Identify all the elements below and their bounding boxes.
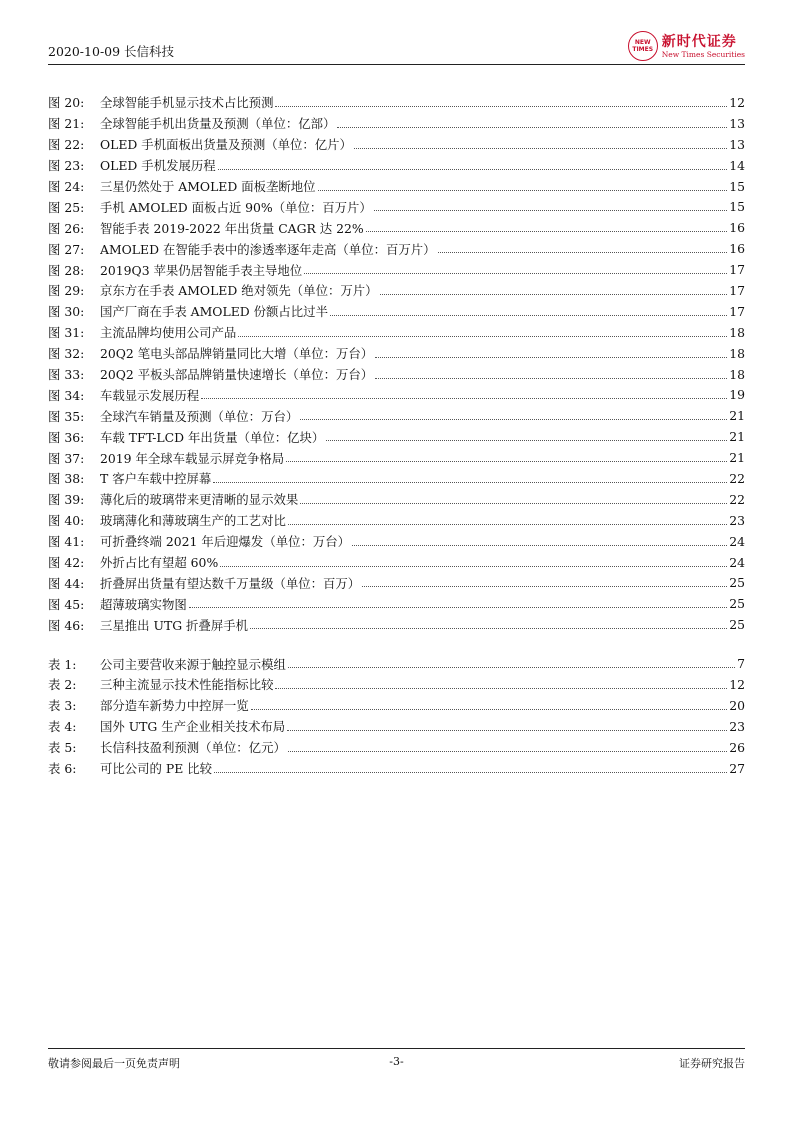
entry-title: 长信科技盈利预测（单位：亿元） [100,740,286,756]
toc-entry[interactable] [48,737,745,758]
entry-label: 图 35: [48,408,85,424]
toc-entry[interactable] [48,716,745,737]
entry-page-number: 18 [729,324,745,340]
figure-list [48,92,745,635]
dot-leader [366,231,728,232]
entry-label: 图 44: [48,575,85,591]
logo-chinese-name: 新时代证券 [661,33,737,50]
entry-title: OLED 手机面板出货量及预测（单位：亿片） [100,137,352,153]
disclaimer-note: 敬请参阅最后一页免责声明 [48,1057,180,1070]
dot-leader [288,524,727,525]
entry-label: 图 24: [48,179,85,194]
entry-title: 国产厂商在手表 AMOLED 份额占比过半 [100,304,328,320]
entry-page-number: 27 [729,760,745,776]
toc-entry[interactable] [48,217,745,238]
entry-label: 图 30: [48,304,85,320]
entry-title: 玻璃薄化和薄玻璃生产的工艺对比 [100,513,286,529]
dot-leader [337,127,727,128]
dot-leader [213,482,727,483]
entry-label: 表 6: [48,761,77,777]
entry-title: 20Q2 平板头部品牌销量快速增长（单位：万台） [100,367,374,383]
toc-entry[interactable] [48,92,745,113]
entry-page-number: 16 [729,220,745,236]
entry-label: 表 1: [48,656,77,672]
entry-title: 智能手表 2019-2022 年出货量 CAGR 达 22% [100,220,364,236]
entry-title: 折叠屏出货量有望达数千万量级（单位：百万） [100,575,361,591]
dot-leader [218,169,728,170]
entry-label: 图 42: [48,555,85,571]
toc-entry[interactable] [48,426,745,447]
toc-entry[interactable] [48,552,745,573]
entry-title: 三星仍然处于 AMOLED 面板垄断地位 [100,179,316,194]
entry-label: 图 38: [48,471,85,487]
dot-leader [318,190,728,191]
entry-page-number: 18 [729,366,745,382]
entry-title: 国外 UTG 生产企业相关技术布局 [100,719,286,735]
toc-entry[interactable] [48,695,745,716]
page-number: -3- [389,1055,404,1068]
entry-title: 手机 AMOLED 面板占近 90%（单位：百万片） [100,199,372,215]
entry-page-number: 24 [729,554,745,570]
report-type: 证券研究报告 [679,1057,745,1070]
entry-page-number: 12 [729,94,745,110]
entry-title: 车载显示发展历程 [100,387,200,403]
toc-entry[interactable] [48,468,745,489]
dot-leader [304,273,727,274]
toc-entry[interactable] [48,176,745,197]
dot-leader [220,566,727,567]
entry-page-number: 13 [729,136,745,152]
toc-entry[interactable] [48,531,745,552]
page-footer [48,1048,745,1075]
entry-label: 表 5: [48,740,77,756]
dot-leader [438,252,728,253]
entry-page-number: 18 [729,345,745,361]
toc-entry[interactable] [48,280,745,301]
entry-label: 图 41: [48,534,85,550]
toc-entry[interactable] [48,489,745,510]
toc-entry[interactable] [48,322,745,343]
toc-entry[interactable] [48,259,745,280]
entry-title: 部分造车新势力中控屏一览 [100,698,249,714]
entry-title: 超薄玻璃实物图 [100,596,187,612]
entry-page-number: 21 [729,408,745,424]
entry-title: 全球智能手机出货量及预测（单位：亿部） [100,116,336,132]
entry-title: 20Q2 笔电头部品牌销量同比大增（单位：万台） [100,346,374,362]
dot-leader [214,772,727,773]
dot-leader [288,667,735,668]
dot-leader [375,378,727,379]
toc-entry[interactable] [48,572,745,593]
entry-page-number: 16 [729,241,745,257]
entry-title: 2019Q3 苹果仍居智能手表主导地位 [100,262,303,278]
entry-label: 图 32: [48,346,85,362]
toc-entry[interactable] [48,593,745,614]
entry-title: 2019 年全球车载显示屏竞争格局 [100,450,285,466]
toc-entry[interactable] [48,447,745,468]
toc-entry[interactable] [48,674,745,695]
entry-page-number: 21 [729,450,745,466]
dot-leader [300,503,727,504]
toc-entry[interactable] [48,510,745,531]
entry-label: 图 25: [48,199,85,215]
entry-title: 三星推出 UTG 折叠屏手机 [100,617,248,633]
entry-page-number: 21 [729,429,745,445]
entry-title: 公司主要营收来源于触控显示模组 [100,656,286,672]
entry-label: 图 28: [48,262,85,278]
dot-leader [286,461,727,462]
entry-label: 表 2: [48,677,77,693]
entry-label: 图 39: [48,492,85,508]
logo-emblem-icon: NEW TIMES [628,31,658,61]
dot-leader [380,294,728,295]
dot-leader [352,545,727,546]
entry-title: 车载 TFT-LCD 年出货量（单位：亿块） [100,429,325,445]
toc-entry[interactable] [48,758,745,779]
entry-page-number: 25 [729,617,745,633]
logo-english-name: New Times Securities [661,49,745,59]
toc-entry[interactable] [48,238,745,259]
entry-label: 图 33: [48,367,85,383]
entry-title: 主流品牌均使用公司产品 [100,325,237,341]
entry-label: 表 4: [48,719,77,735]
entry-page-number: 15 [729,199,745,215]
entry-page-number: 25 [729,575,745,591]
company-logo [628,30,745,62]
entry-label: 图 21: [48,116,85,132]
entry-page-number: 17 [729,282,745,298]
entry-title: 薄化后的玻璃带来更清晰的显示效果 [100,492,299,508]
entry-title: 全球智能手机显示技术占比预测 [100,95,274,111]
entry-page-number: 23 [729,512,745,528]
toc-entry[interactable] [48,364,745,385]
entry-page-number: 22 [729,470,745,486]
entry-title: 可折叠终端 2021 年后迎爆发（单位：万台） [100,534,351,550]
entry-title: 京东方在手表 AMOLED 绝对领先（单位：万片） [100,283,378,299]
entry-label: 图 20: [48,95,85,111]
entry-label: 图 22: [48,137,85,153]
toc-entry[interactable] [48,653,745,674]
entry-page-number: 12 [729,676,745,692]
entry-title: AMOLED 在智能手表中的渗透率逐年走高（单位：百万片） [100,241,436,257]
toc-entry[interactable] [48,113,745,134]
entry-page-number: 17 [729,303,745,319]
table-list [48,653,745,778]
dot-leader [375,357,727,358]
dot-leader [300,419,727,420]
entry-page-number: 20 [729,697,745,713]
dot-leader [238,336,727,337]
dot-leader [287,730,727,731]
entry-title: T 客户车载中控屏幕 [100,471,212,487]
entry-page-number: 13 [729,115,745,131]
entry-page-number: 19 [729,387,745,403]
entry-title: 全球汽车销量及预测（单位：万台） [100,408,299,424]
dot-leader [288,751,727,752]
dot-leader [201,398,727,399]
toc-entry[interactable] [48,384,745,405]
toc-entry[interactable] [48,301,745,322]
dot-leader [250,628,727,629]
dot-leader [326,440,727,441]
entry-label: 图 27: [48,241,85,257]
entry-title: 外折占比有望超 60% [100,555,219,571]
entry-label: 图 46: [48,617,85,633]
table-of-contents [48,92,745,779]
entry-page-number: 24 [729,533,745,549]
dot-leader [275,106,727,107]
entry-page-number: 14 [729,157,745,173]
entry-label: 图 40: [48,513,85,529]
entry-title: 三种主流显示技术性能指标比较 [100,677,274,693]
toc-entry[interactable] [48,155,745,176]
entry-label: 图 37: [48,450,85,466]
entry-page-number: 17 [729,262,745,278]
dot-leader [362,586,727,587]
toc-entry[interactable] [48,196,745,217]
entry-page-number: 7 [737,656,745,672]
entry-title: OLED 手机发展历程 [100,158,216,174]
entry-page-number: 22 [729,491,745,507]
entry-page-number: 23 [729,718,745,734]
entry-title: 可比公司的 PE 比较 [100,761,212,777]
dot-leader [189,607,727,608]
toc-entry[interactable] [48,343,745,364]
dot-leader [354,148,727,149]
entry-page-number: 15 [729,178,745,194]
entry-label: 图 29: [48,283,85,299]
report-date-company: 2020-10-09 长信科技 [48,44,175,59]
dot-leader [330,315,727,316]
page-header [48,30,745,65]
entry-label: 图 23: [48,158,85,174]
toc-entry[interactable] [48,405,745,426]
toc-entry[interactable] [48,614,745,635]
entry-label: 图 45: [48,596,85,612]
dot-leader [251,709,728,710]
dot-leader [275,688,727,689]
entry-page-number: 25 [729,596,745,612]
dot-leader [374,210,727,211]
entry-label: 表 3: [48,698,77,714]
toc-entry[interactable] [48,134,745,155]
entry-page-number: 26 [729,739,745,755]
entry-label: 图 31: [48,325,85,341]
entry-label: 图 26: [48,220,85,236]
entry-label: 图 34: [48,387,85,403]
entry-label: 图 36: [48,429,85,445]
